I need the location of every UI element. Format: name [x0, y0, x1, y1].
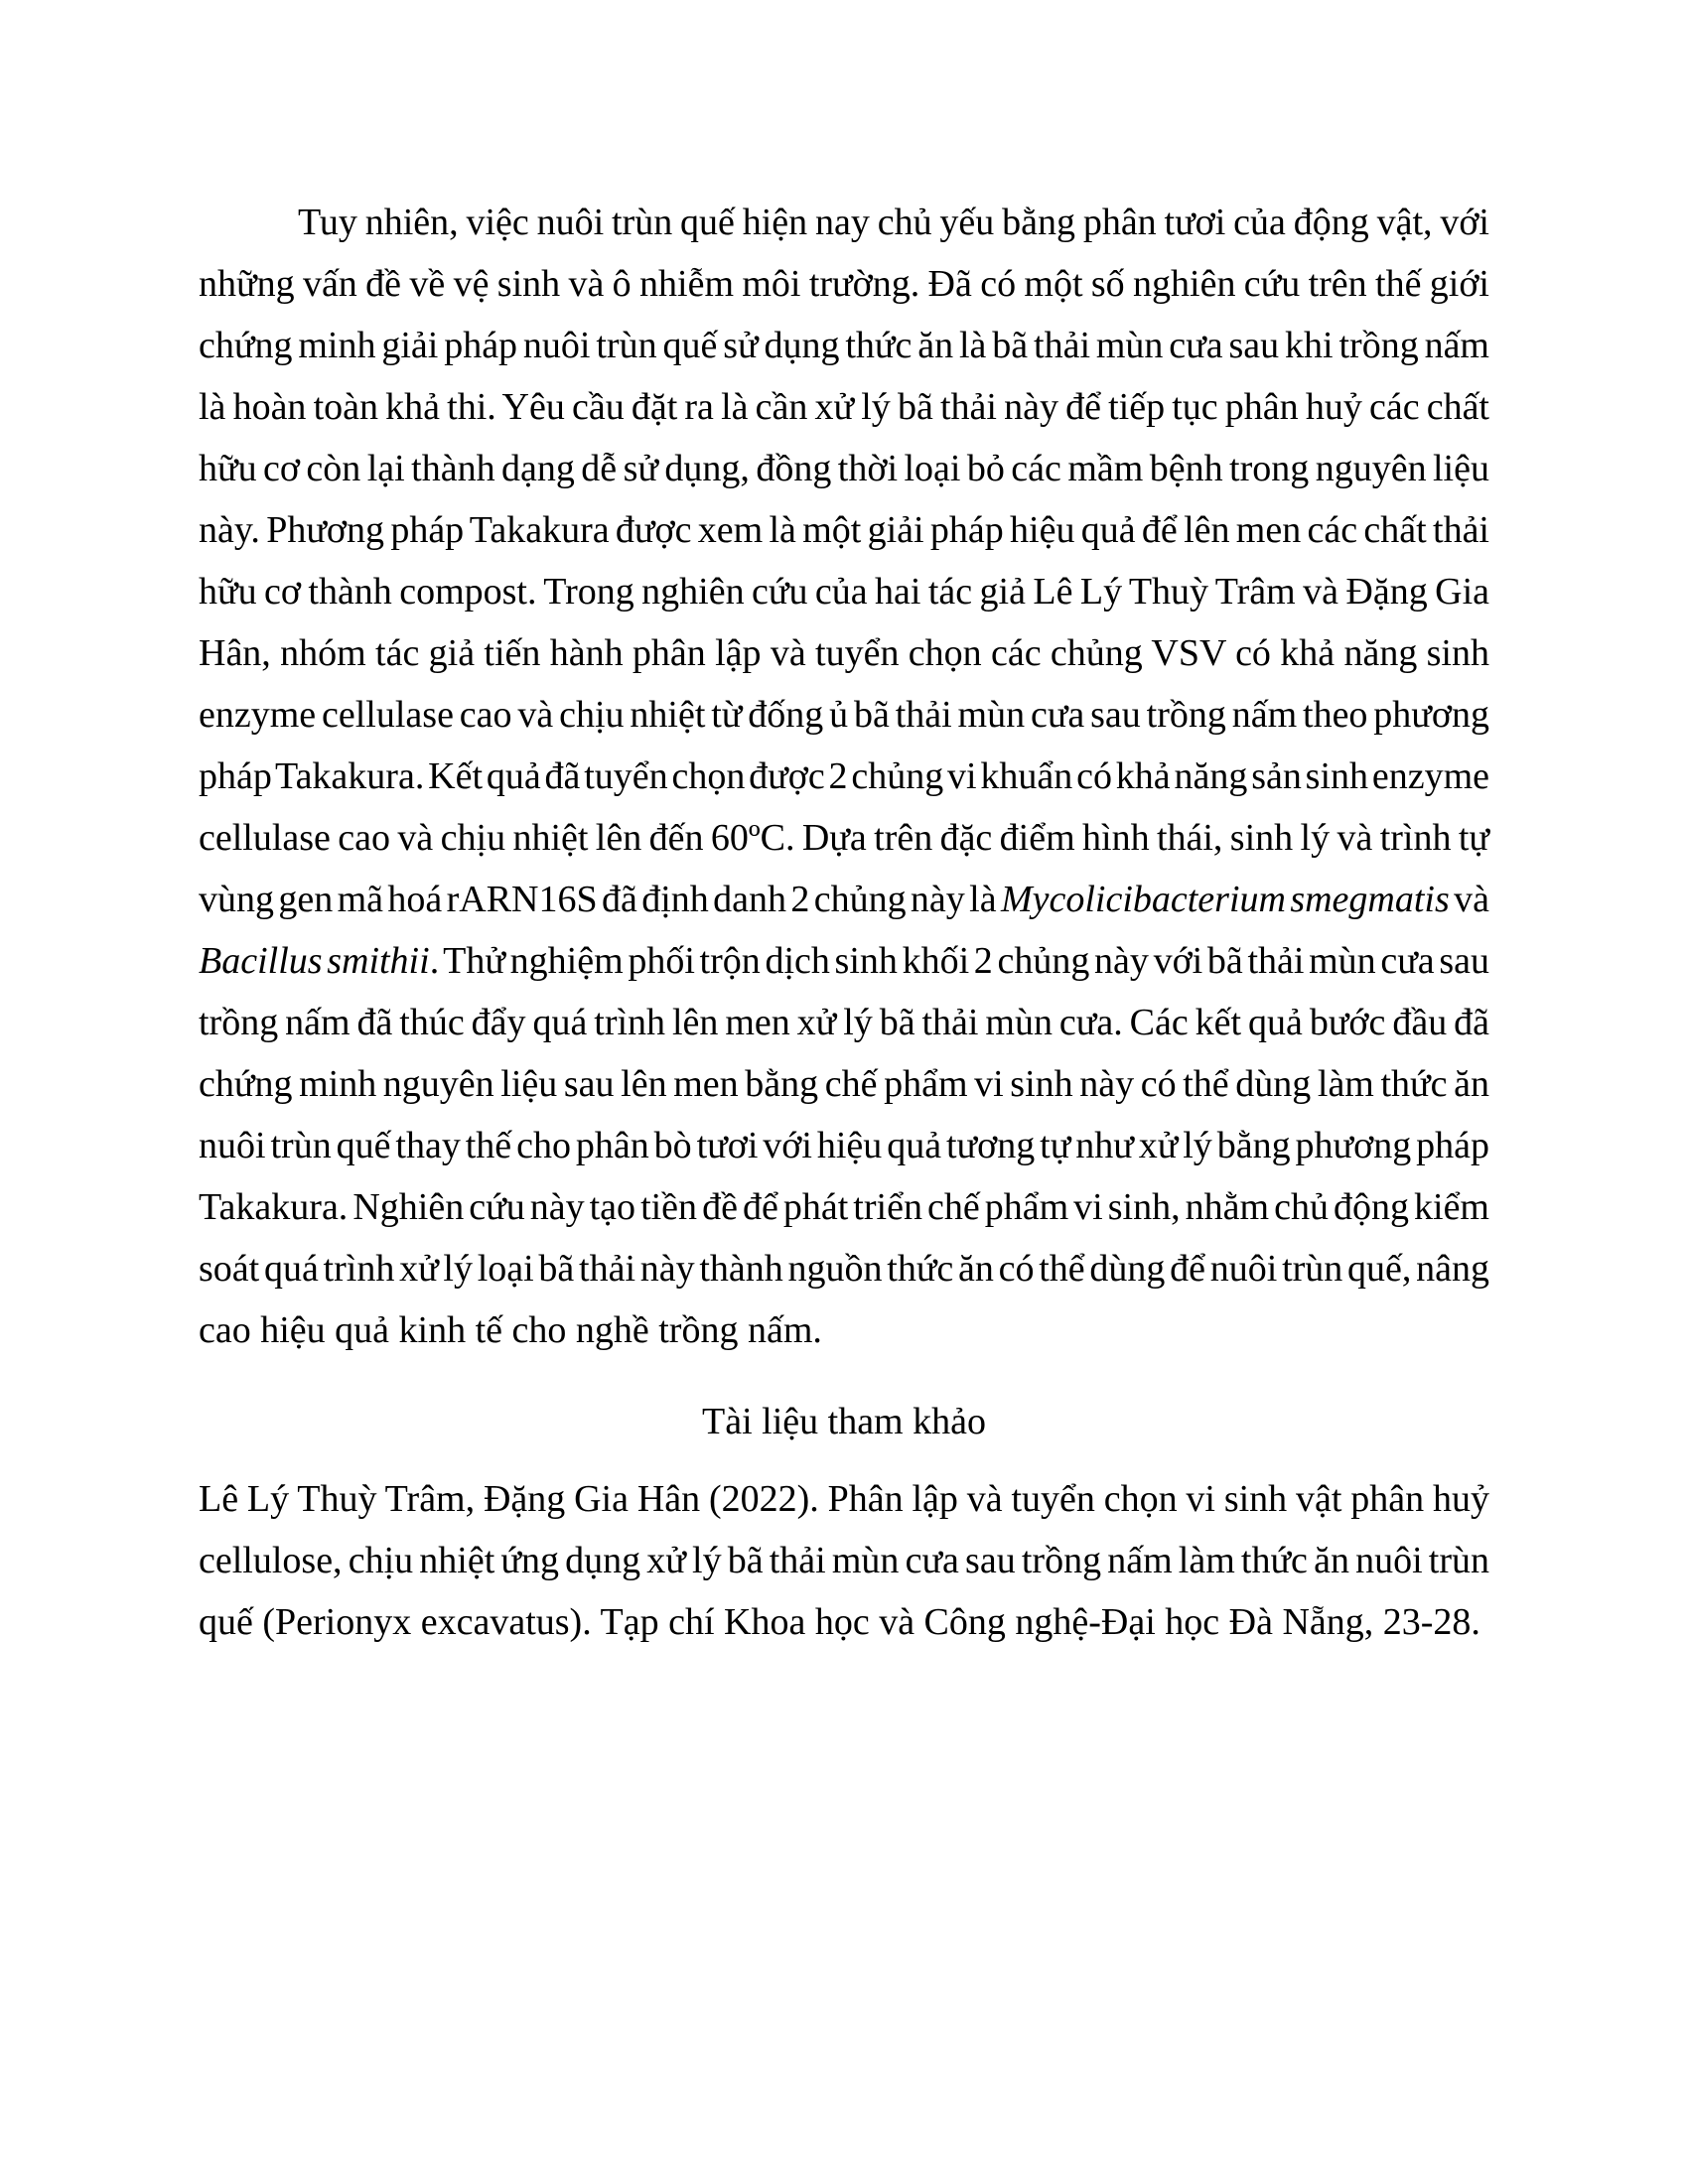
text-segment: nuôi trùn quế thay thế cho phân bò tươi với hiệu quả tương tự như xử lý bằng phương pháp	[199, 1125, 1489, 1166]
reference-line	[199, 1591, 1489, 1653]
text-segment: và	[1449, 879, 1489, 920]
reference-line	[199, 1468, 1489, 1530]
body-paragraph	[199, 192, 1489, 1361]
paragraph-line	[199, 376, 1489, 438]
paragraph-line	[199, 1115, 1489, 1176]
text-segment: chứng minh nguyên liệu sau lên men bằng chế phẩm vi sinh này có thể dùng làm thức ăn	[199, 1063, 1489, 1105]
species-name-italic: Bacillus smithii	[199, 940, 430, 982]
paragraph-line	[199, 622, 1489, 684]
paragraph-line	[199, 561, 1489, 622]
text-segment: enzyme cellulase cao và chịu nhiệt từ đống ủ bã thải mùn cưa sau trồng nấm theo phương	[199, 694, 1489, 736]
text-segment: cellulase cao và chịu nhiệt lên đến 60ºC. Dựa trên đặc điểm hình thái, sinh lý và trình tự	[199, 817, 1489, 859]
text-segment: trồng nấm đã thúc đẩy quá trình lên men xử lý bã thải mùn cưa. Các kết quả bước đầu đã	[199, 1002, 1489, 1043]
paragraph-line	[199, 684, 1489, 746]
text-segment: cao hiệu quả kinh tế cho nghề trồng nấm.	[199, 1309, 822, 1351]
paragraph-line	[199, 1053, 1489, 1115]
text-segment: vùng gen mã hoá rARN16S đã định danh 2 chủng này là	[199, 879, 1001, 920]
text-segment: hữu cơ còn lại thành dạng dễ sử dụng, đồng thời loại bỏ các mầm bệnh trong nguyên liệu	[199, 448, 1489, 489]
paragraph-line	[199, 1176, 1489, 1238]
paragraph-line	[199, 1299, 1489, 1361]
species-name-italic: Mycolicibacterium smegmatis	[1000, 879, 1450, 920]
paragraph-line	[199, 930, 1489, 992]
paragraph-line	[199, 807, 1489, 869]
text-segment: soát quá trình xử lý loại bã thải này thành nguồn thức ăn có thể dùng để nuôi trùn quế, nâng	[199, 1248, 1489, 1290]
paragraph-line	[199, 746, 1489, 807]
references-heading-text: Tài liệu tham khảo	[702, 1401, 986, 1442]
text-segment: những vấn đề về vệ sinh và ô nhiễm môi trường. Đã có một số nghiên cứu trên thế giới	[199, 263, 1489, 305]
text-segment: chứng minh giải pháp nuôi trùn quế sử dụng thức ăn là bã thải mùn cưa sau khi trồng nấm	[199, 325, 1489, 366]
text-segment: Tuy nhiên, việc nuôi trùn quế hiện nay chủ yếu bằng phân tươi của động vật, với	[298, 202, 1489, 243]
paragraph-line	[199, 315, 1489, 376]
text-segment: là hoàn toàn khả thi. Yêu cầu đặt ra là cần xử lý bã thải này để tiếp tục phân huỷ các chất	[199, 386, 1489, 428]
text-segment: pháp Takakura. Kết quả đã tuyển chọn được 2 chủng vi khuẩn có khả năng sản sinh enzyme	[199, 755, 1489, 797]
paragraph-line	[199, 253, 1489, 315]
text-segment: hữu cơ thành compost. Trong nghiên cứu của hai tác giả Lê Lý Thuỳ Trâm và Đặng Gia	[199, 571, 1489, 613]
text-segment: quế (Perionyx excavatus). Tạp chí Khoa học và Công nghệ-Đại học Đà Nẵng, 23-28.	[199, 1601, 1480, 1643]
references-heading	[199, 1391, 1489, 1452]
text-segment: cellulose, chịu nhiệt ứng dụng xử lý bã thải mùn cưa sau trồng nấm làm thức ăn nuôi trùn	[199, 1540, 1489, 1581]
text-segment: Lê Lý Thuỳ Trâm, Đặng Gia Hân (2022). Phân lập và tuyển chọn vi sinh vật phân huỷ	[199, 1478, 1489, 1520]
text-segment: Hân, nhóm tác giả tiến hành phân lập và tuyển chọn các chủng VSV có khả năng sinh	[199, 632, 1489, 674]
paragraph-line	[199, 992, 1489, 1053]
paragraph-line	[199, 499, 1489, 561]
paragraph-line	[199, 438, 1489, 499]
text-segment: này. Phương pháp Takakura được xem là một giải pháp hiệu quả để lên men các chất thải	[199, 509, 1489, 551]
reference-line	[199, 1530, 1489, 1591]
text-segment: Takakura. Nghiên cứu này tạo tiền đề để phát triển chế phẩm vi sinh, nhằm chủ động kiểm	[199, 1186, 1489, 1228]
text-segment: . Thử nghiệm phối trộn dịch sinh khối 2 chủng này với bã thải mùn cưa sau	[429, 940, 1489, 982]
paragraph-line	[199, 869, 1489, 930]
paragraph-line	[199, 1238, 1489, 1299]
paragraph-line	[199, 192, 1489, 253]
reference-entry	[199, 1468, 1489, 1653]
